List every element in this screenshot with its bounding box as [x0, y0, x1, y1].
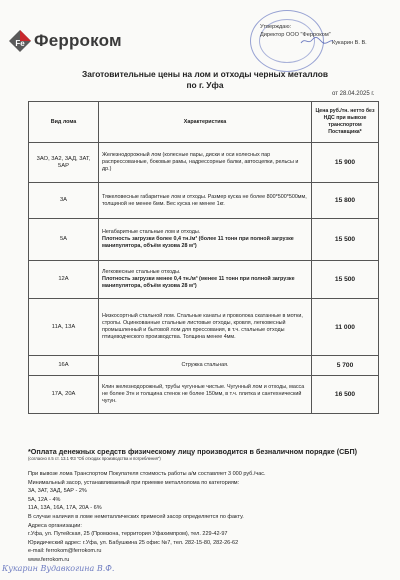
price-table [28, 101, 379, 414]
terms-addresses-heading: Адреса организации: [28, 522, 82, 529]
terms-legal-address: Юридический адрес: г.Уфа, ул. Бабушкина 25 офис №7, тел. 282-15-80, 282-26-62 [28, 539, 239, 546]
row-price: 15 900 [312, 143, 379, 183]
page-title [40, 69, 370, 91]
title-line-1: Заготовительные цены на лом и отходы черных металлов [81, 69, 328, 79]
logo-icon [9, 30, 31, 52]
table-row [29, 143, 379, 183]
signature [300, 36, 334, 46]
row-price: 15 500 [312, 219, 379, 261]
company-logo [9, 30, 122, 52]
row-price: 16 500 [312, 376, 379, 414]
row-type: 16А [29, 356, 99, 376]
row-desc: Клин железнодорожный, трубы чугунные чистые. Чугунный лом и отходы, масса не более 3тн и толщина стенок не более 150мм, в т.ч. плитка и сантехнический чугун. [99, 376, 312, 414]
table-row [29, 183, 379, 219]
table-header-row [29, 102, 379, 143]
row-type: 12А [29, 261, 99, 299]
title-line-2: по г. Уфа [186, 80, 224, 90]
brand-name: Ферроком [34, 31, 122, 50]
handwritten-note: Кукарин Вудавкогина В.Ф. [2, 564, 115, 573]
table-row [29, 356, 379, 376]
header-price: Цена руб./тн. нетто без НДС при вывозе транспортом Поставщика* [312, 102, 379, 143]
row-type: 3А [29, 183, 99, 219]
terms-transport: При вывозе лома Транспортом Покупателя стоимость работы а/м составляет 3 000 руб./час. [28, 471, 266, 477]
row-price: 15 800 [312, 183, 379, 219]
row-type: 5А [29, 219, 99, 261]
row-desc [99, 219, 312, 261]
terms-litter-heading: Минимальный засор, устанавливаемый при приемке металлолома по категориям: [28, 479, 240, 486]
terms-litter-2: 5А, 12А - 4% [28, 496, 61, 503]
row-desc-plain: Легковесные стальные отходы. [102, 269, 181, 275]
payment-note [28, 447, 388, 462]
row-price: 15 500 [312, 261, 379, 299]
row-desc: Железнодорожный лом (колесные пары, диски и оси колесных пар распрессованные, боковые рамы, надрессорные балки, автосцепки, рельсы и др.) [99, 143, 312, 183]
row-desc: Стружка стальная. [99, 356, 312, 376]
row-desc-bold: Плотность загрузки менее 0,4 тн./м³ (менее 11 тонн при полной загрузке манипулятора, объём кузова 28 м³) [102, 276, 295, 289]
payment-note-main: *Оплата денежных средств физическому лицу производится в безналичном порядке (СБП) [28, 447, 358, 456]
row-desc [99, 261, 312, 299]
approve-label: Утверждаю: [260, 24, 292, 30]
terms-impurities: В случае наличия в ломе неметаллических примесей засор определяется по факту. [28, 513, 244, 520]
row-desc-plain: Негабаритные стальные лом и отходы. [102, 229, 201, 235]
header-type: Вид лома [29, 102, 99, 143]
terms-address-1: г.Уфа, ул. Путейская, 25 (Промзона, территория Уфахимпром), тел. 229-42-97 [28, 531, 228, 538]
terms-litter-1: 3А, 3АТ, 3АД, 5АР - 2% [28, 488, 87, 495]
approve-name: Кукарин В. В. [332, 40, 367, 46]
row-desc: Низкосортный стальной лом. Стальные канаты и проволока скатанные в мотки, стропы. Оцинкованные стальные листовые отходы, кровля, легковесный промышленный и бытовой лом для прессования, в т.ч. стальные отходы птицеводческого производства. Толщина менее 4мм. [99, 299, 312, 356]
terms-litter-3: 11А, 13А, 16А, 17А, 20А - 6% [28, 505, 102, 512]
payment-note-law: (согласно п.5 ст. 13.1 ФЗ "Об отходах производства и потребления") [28, 456, 161, 461]
logo-letters: Fe [15, 39, 25, 48]
terms-website[interactable]: www.ferrokom.ru [28, 556, 70, 563]
terms-email[interactable]: e-mail: ferrokom@ferrokom.ru [28, 548, 102, 555]
table-row [29, 299, 379, 356]
row-desc-bold: Плотность загрузки более 0,4 тн./м³ (более 11 тонн при полной загрузке манипулятора, объём кузова 28 м³) [102, 236, 294, 249]
header-desc: Характеристика [99, 102, 312, 143]
row-price: 11 000 [312, 299, 379, 356]
approve-position: Директор ООО "Ферроком" [260, 32, 331, 38]
table-row [29, 376, 379, 414]
row-type: 3АО, 3А2, 3АД, 3АТ, 5АР [29, 143, 99, 183]
row-desc: Тяжеловесные габаритные лом и отходы. Размер куска не более 800*500*500мм, толщиной не менее 6мм. Вес куска не менее 1кг. [99, 183, 312, 219]
table-row [29, 261, 379, 299]
row-price: 5 700 [312, 356, 379, 376]
row-type: 17А, 20А [29, 376, 99, 414]
price-date: от 28.04.2025 г. [332, 91, 375, 97]
table-row [29, 219, 379, 261]
terms-block [28, 470, 388, 565]
row-type: 11А, 13А [29, 299, 99, 356]
